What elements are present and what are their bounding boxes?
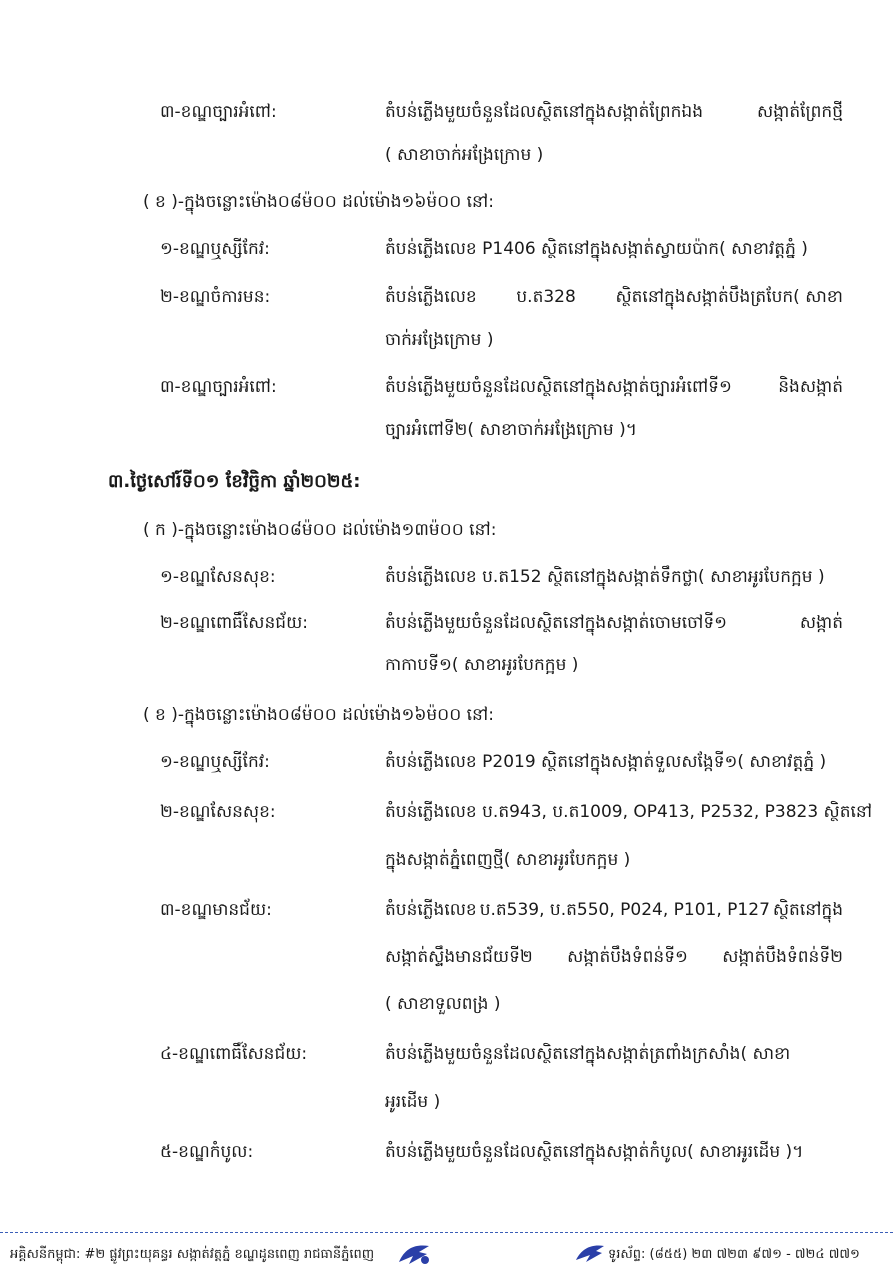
item-text-line: ( សាខាទួលពង្រ ) xyxy=(385,994,501,1014)
item-text-line xyxy=(385,611,843,635)
text-part: តំបន់ភ្លើងលេខ xyxy=(385,900,477,920)
text-part: ស្ថិតនៅក្នុងសង្កាត់បឹងត្របែក( សាខា xyxy=(615,287,843,307)
item-text-line: កាកាបទី១( សាខាអូរបែកក្អម ) xyxy=(385,655,579,675)
text-part: សង្កាត់ xyxy=(799,613,843,633)
item-text-line: ( សាខាចាក់អង្រែក្រោម ) xyxy=(385,145,544,165)
edc-logo-icon xyxy=(574,1240,608,1266)
item-text-line: តំបន់ភ្លើងមួយចំនួនដែលស្ថិតនៅក្នុងសង្កាត់ត្រពាំងក្រសាំង( សាខា xyxy=(385,1044,791,1064)
text-part: តំបន់ភ្លើងមួយចំនួនដែលស្ថិតនៅក្នុងសង្កាត់ចោមចៅទី១ xyxy=(385,613,727,633)
item-label: ៥-ខណ្ឌកំបូល: xyxy=(160,1142,254,1162)
item-text-line xyxy=(385,285,843,309)
item-label: ២-ខណ្ឌចំការមន: xyxy=(160,287,271,307)
item-label: ៣-ខណ្ឌច្បារអំពៅ: xyxy=(160,102,277,122)
text-part: សង្កាត់បឹងទំពន់ទី២ xyxy=(722,947,843,967)
text-part: សង្កាត់បឹងទំពន់ទី១ xyxy=(567,947,688,967)
text-part: ប.ត539, ប.ត550, P024, P101, P127 xyxy=(479,900,770,920)
item-text-line: ចាក់អង្រែក្រោម ) xyxy=(385,330,494,350)
item-text-line: តំបន់ភ្លើងលេខ P1406 ស្ថិតនៅក្នុងសង្កាត់ស្វាយប៉ាក( សាខាវត្តភ្នំ ) xyxy=(385,239,808,259)
footer-phone: ទូរស័ព្ទ: (៨៥៥) ២៣ ៧២៣ ៩៧១ - ៧២៤ ៧៧១ xyxy=(608,1247,860,1262)
text-part: ប.ត328 xyxy=(516,287,576,307)
text-part: តំបន់ភ្លើងលេខ xyxy=(385,287,477,307)
text-part: តំបន់ភ្លើងមួយចំនួនដែលស្ថិតនៅក្នុងសង្កាត់ច្បារអំពៅទី១ xyxy=(385,377,732,397)
item-text-line: តំបន់ភ្លើងលេខ P2019 ស្ថិតនៅក្នុងសង្កាត់ទួលសង្កែទី១( សាខាវត្តភ្នំ ) xyxy=(385,752,827,772)
item-label: ៣-ខណ្ឌមានជ័យ: xyxy=(160,900,272,920)
text-part: តំបន់ភ្លើងមួយចំនួនដែលស្ថិតនៅក្នុងសង្កាត់ព្រែកឯង xyxy=(385,102,704,122)
text-part: និងសង្កាត់ xyxy=(778,377,843,397)
item-text-line xyxy=(385,945,843,969)
item-text-line xyxy=(385,375,843,399)
section-heading: ៣.ថ្ងៃសៅរ៍ទី០១ ខែវិច្ឆិកា ឆ្នាំ២០២៥: xyxy=(108,471,361,492)
text-part: សង្កាត់ព្រែកថ្មី xyxy=(757,102,843,122)
item-text-line xyxy=(385,100,843,124)
item-text-line: អូរដើម ) xyxy=(385,1092,441,1112)
edc-logo-icon xyxy=(395,1240,435,1268)
footer-divider xyxy=(0,1232,893,1233)
text-part: ស្ថិតនៅក្នុង xyxy=(772,900,843,920)
item-label: ១-ខណ្ឌឬស្សីកែវ: xyxy=(160,239,270,259)
item-text-line: ក្នុងសង្កាត់ភ្នំពេញថ្មី( សាខាអូរបែកក្អម ) xyxy=(385,850,631,870)
item-label: ២-ខណ្ឌសែនសុខ: xyxy=(160,802,276,822)
item-label: ១-ខណ្ឌឬស្សីកែវ: xyxy=(160,752,270,772)
item-label: ២-ខណ្ឌពោធិ៍សែនជ័យ: xyxy=(160,613,308,633)
time-heading: ( ខ )-ក្នុងចន្លោះម៉ោង០៨ម៉០០ ដល់ម៉ោង១៦ម៉០០ នៅ: xyxy=(143,192,494,212)
item-label: ១-ខណ្ឌសែនសុខ: xyxy=(160,567,276,587)
text-part: សង្កាត់ស្ទឹងមានជ័យទី២ xyxy=(385,947,533,967)
time-heading: ( ក )-ក្នុងចន្លោះម៉ោង០៨ម៉០០ ដល់ម៉ោង១៣ម៉០០ នៅ: xyxy=(143,520,497,540)
item-text-line xyxy=(385,898,843,922)
footer-address: អគ្គិសនីកម្ពុជា: #២ ផ្លូវព្រះយុគន្ធរ សង្កាត់វត្តភ្នំ ខណ្ឌដូនពេញ រាជធានីភ្នំពេញ xyxy=(10,1247,375,1262)
time-heading: ( ខ )-ក្នុងចន្លោះម៉ោង០៨ម៉០០ ដល់ម៉ោង១៦ម៉០០ នៅ: xyxy=(143,705,494,725)
item-text-line: តំបន់ភ្លើងលេខ ប.ត152 ស្ថិតនៅក្នុងសង្កាត់ទឹកថ្លា( សាខាអូរបែកក្អម ) xyxy=(385,567,825,587)
item-label: ៣-ខណ្ឌច្បារអំពៅ: xyxy=(160,377,277,397)
item-text-line: តំបន់ភ្លើងមួយចំនួនដែលស្ថិតនៅក្នុងសង្កាត់កំបូល( សាខាអូរដើម )។ xyxy=(385,1142,804,1162)
item-text-line: ច្បារអំពៅទី២( សាខាចាក់អង្រែក្រោម )។ xyxy=(385,420,637,440)
item-text-line: តំបន់ភ្លើងលេខ ប.ត943, ប.ត1009, OP413, P2532, P3823 ស្ថិតនៅ xyxy=(385,802,873,822)
item-label: ៤-ខណ្ឌពោធិ៍សែនជ័យ: xyxy=(160,1044,308,1064)
